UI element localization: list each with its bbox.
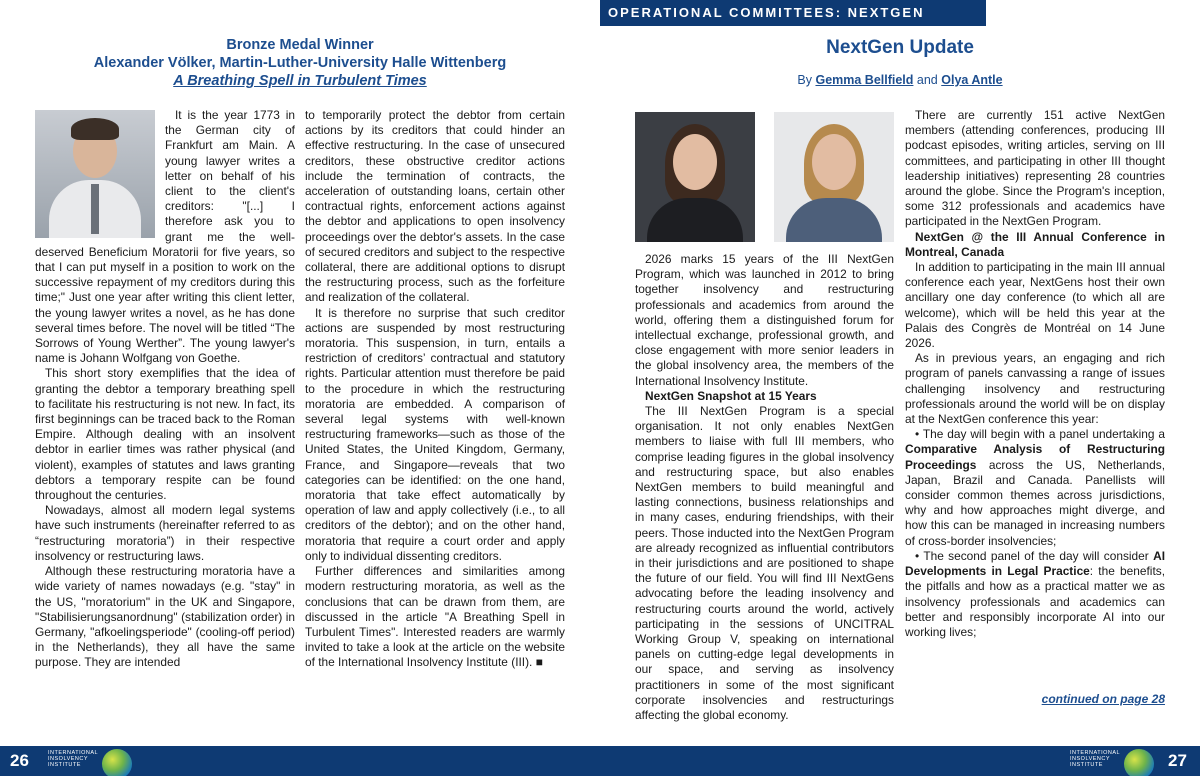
bullet-icon: •	[915, 548, 920, 563]
author-photo-antle	[774, 112, 894, 242]
section-heading-text: NextGen Snapshot at 15 Years	[645, 388, 817, 403]
paragraph	[305, 564, 565, 670]
article-title-block	[0, 36, 600, 90]
bullet-item	[905, 549, 1165, 640]
left-page	[0, 0, 600, 746]
paragraph: There are currently 151 active NextGen members (attending conferences, producing III podcast episodes, writing articles, serving on III committees, and participating in other III thought leadership initiatives) representing 28 countries around the globe. Since the Program's inception, some 312 professionals and academics have participated in the NextGen Program.	[905, 108, 1165, 229]
left-column-2	[305, 108, 565, 671]
section-banner: OPERATIONAL COMMITTEES: NEXTGEN	[600, 0, 986, 26]
bullet-text: The day will begin with a panel undertaking a	[922, 427, 1165, 442]
bullet-text: across the US, Netherlands, Japan, Brazil and Canada. Panellists will consider common themes across jurisdictions, why and how approaches might diverge, and how this can be managed in increasing numbers of cross-border insolvencies;	[905, 457, 1166, 548]
globe-logo-icon	[102, 749, 132, 776]
bullet-bold: AI Developments in Legal Practice	[905, 548, 1166, 579]
iii-logo-text: INTERNATIONAL INSOLVENCY INSTITUTE	[1070, 750, 1120, 768]
right-column-1	[635, 252, 894, 723]
author-link-bellfield[interactable]: Gemma Bellfield	[815, 73, 914, 87]
paragraph: The III NextGen Program is a special organisation. It not only enables NextGen members to liaise with full III members, who comprise leading figures in the global insolvency and restructuring space, but also enables NextGen members to build meaningful and lasting connections, business relationships and in many cases, enduring friendships, with their peers. Those inducted into the NextGen Program are already recognized as influential contributors in their jurisdictions and are positioned to shape the future of our field. You will find III NextGens advocating before the leading insolvency and restructuring courts around the world, actively participating in the sessions of UNCITRAL Working Group V, speaking on international panels on cutting-edge legal developments in our space, and serving as insolvency practitioners in some of the most significant corporate insolvencies and restructurings affecting the global economy.	[635, 404, 894, 723]
paragraph: In addition to participating in the main III annual conference each year, NextGens host their own ancillary one day conference (to which all are welcome), which will be held this year at the Palais des Congrès de Montréal on 14 June 2026.	[905, 260, 1165, 351]
section-heading	[905, 230, 1165, 260]
paragraph: Nowadays, almost all modern legal systems have such instruments (hereinafter referred to as “restructuring moratoria”) in their respective insolvency or restructuring laws.	[35, 503, 295, 563]
author-photo	[35, 110, 155, 238]
iii-logo-text: INTERNATIONAL INSOLVENCY INSTITUTE	[48, 750, 98, 768]
paragraph: It is the year 1773 in the German city of Frankfurt am Main. A young lawyer writes a letter on behalf of his client to the client's creditors: "[...] I therefore ask you to grant me the well-deserved Beneficium Moratorii for five years, so that I can put myself in a position to work on the successive repayment of my creditors during this time;" Just one year after writing this client letter, the young lawyer writes a novel, as he has done several times before. The novel will be titled “The Sorrows of Young Werther”. The young lawyer's name is Johann Wolfgang von Goethe.	[35, 108, 295, 366]
globe-logo-icon	[1124, 749, 1154, 776]
article-title-link[interactable]: A Breathing Spell in Turbulent Times	[173, 73, 427, 89]
right-column-2	[905, 108, 1165, 640]
award-heading: Bronze Medal Winner	[226, 37, 374, 53]
page-title: NextGen Update	[826, 37, 974, 58]
author-link-antle[interactable]: Olya Antle	[941, 73, 1003, 87]
paragraph: This short story exemplifies that the idea of granting the debtor a temporary breathing spell to facilitate his restructuring is not new. In fact, its first beginnings can be traced back to the Roman Empire. Although dealing with an insolvent debtor in earlier times was rather physical (and violent), examples of statutes and laws granting debtors a temporary respite can be found throughout the centuries.	[35, 366, 295, 503]
paragraph: Although these restructuring moratoria have a wide variety of names nowadays (e.g. "stay" in the US, "moratorium" in the UK and Singapore, "Stabilisierungsanordnung" (stabilization order) in Germany, "afkoelingsperiode" (cooling-off period) in the Netherlands), they all have the same purpose. They are intended	[35, 564, 295, 670]
footer-bar	[0, 746, 1200, 776]
paragraph: 2026 marks 15 years of the III NextGen Program, which was launched in 2012 to bring together insolvency and restructuring professionals and academics from around the world, offering them a distinguished forum for intellectual exchange, professional growth, and close engagement with more senior leaders in the global insolvency area, the members of the International Insolvency Institute.	[635, 252, 894, 388]
byline-conjunction: and	[916, 73, 938, 87]
author-photo-bellfield	[635, 112, 755, 242]
page-number-left: 26	[10, 751, 29, 770]
section-heading-text: NextGen @ the III Annual Conference in Montreal, Canada	[905, 229, 1165, 259]
continued-link[interactable]: continued on page 28	[1041, 692, 1165, 706]
right-page	[600, 0, 1200, 746]
paragraph: It is therefore no surprise that such creditor actions are suspended by most restructuring moratoria. This suspension, in turn, entails a restriction of creditors’ contractual and statutory rights. Particular attention must therefore be paid to the procedure in which the restructuring moratoria are embedded. A comparison of several legal systems with well-known restructuring frameworks—such as those of the United States, the United Kingdom, Germany, France, and Singapore—reveals that two categories can be identified: on the one hand, moratoria that take effect automatically by operation of law and apply collectively (i.e., to all creditors of the debtor); and on the other hand, moratoria that require a court order and apply only to individual dissenting creditors.	[305, 305, 565, 563]
bullet-bold: Comparative Analysis of Restructuring Proceedings	[905, 442, 1165, 472]
paragraph: As in previous years, an engaging and rich program of panels canvassing a range of issues challenging insolvency and restructuring professionals around the world will be on display at the NextGen conference this year:	[905, 351, 1165, 427]
bullet-text: The second panel of the day will consider	[923, 548, 1149, 563]
paragraph-text: Further differences and similarities among modern restructuring moratoria, as well as the conclusions that can be drawn from them, are discussed in the article "A Breathing Spell in Turbulent Times". Interested readers are warmly invited to take a look at the article on the website of the International Insolvency Institute (III).	[305, 564, 565, 670]
bullet-icon: •	[915, 427, 920, 442]
author-heading: Alexander Völker, Martin-Luther-University Halle Wittenberg	[93, 55, 507, 71]
bullet-text: : the benefits, the pitfalls and how as a practical matter we as insolvency professionals and academics can better and responsibly incorporate AI into our working lives;	[905, 564, 1165, 639]
left-column-1	[35, 108, 295, 671]
bullet-item	[905, 427, 1165, 549]
page-number-right: 27	[1168, 751, 1187, 770]
end-mark-icon: ■	[535, 655, 543, 670]
byline	[600, 73, 1200, 87]
paragraph: to temporarily protect the debtor from certain actions by its creditors that could hinder an effective restructuring. In the case of unsecured creditors, these obstructive creditor actions include the termination of contracts, the acceleration of outstanding loans, certain other contractual rights, enforcement actions against the debtor and applications to open insolvency proceedings over the debtor's assets. In the case of secured creditors and subject to the respective collateral, there are additional options to disrupt the restructuring process, such as the forfeiture and realization of the collateral.	[305, 108, 565, 305]
section-heading	[635, 389, 894, 404]
byline-prefix: By	[797, 73, 812, 87]
